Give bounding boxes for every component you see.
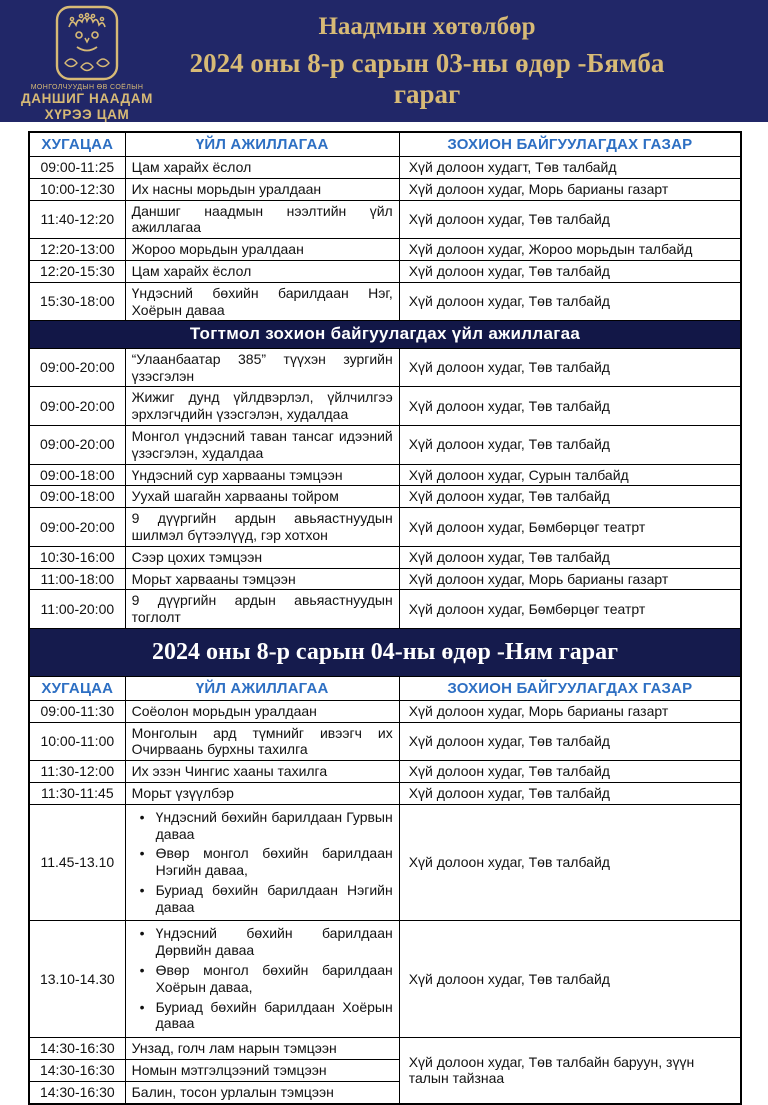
activity-bullet-list xyxy=(132,925,393,1032)
time-cell: 14:30-16:30 xyxy=(29,1038,125,1060)
activity-cell: 9 дүүргийн ардын авьяастнуудын шилмэл бүтээлүүд, гэр хотхон xyxy=(125,508,399,547)
table-row xyxy=(29,464,741,486)
location-cell: Хүй долоон худаг, Төв талбайд xyxy=(399,804,741,921)
location-cell: Хүй долоон худаг, Бөмбөрцөг театрт xyxy=(399,508,741,547)
page-header xyxy=(0,0,768,122)
activity-cell: Морьт үзүүлбэр xyxy=(125,782,399,804)
table-row xyxy=(29,282,741,321)
day2-section xyxy=(29,628,741,700)
time-cell: 09:00-18:00 xyxy=(29,464,125,486)
cham-mask-emblem-icon xyxy=(55,5,119,81)
day2-date-banner xyxy=(29,628,741,676)
schedule-table xyxy=(28,131,742,1105)
table-row xyxy=(29,804,741,921)
day2-date-banner-label: 2024 оны 8-р сарын 04-ны өдөр -Ням гараг xyxy=(29,628,741,676)
table-row xyxy=(29,178,741,200)
bullet-item: • Өвөр монгол бөхийн барилдаан Нэгийн даваа, xyxy=(132,845,393,879)
activity-cell: Унзад, голч лам нарын тэмцээн xyxy=(125,1038,399,1060)
time-cell: 11:40-12:20 xyxy=(29,200,125,239)
location-cell: Хүй долоон худаг, Жороо морьдын талбайд xyxy=(399,239,741,261)
location-cell: Хүй долоон худаг, Төв талбайд xyxy=(399,282,741,321)
page-title xyxy=(174,13,768,110)
program-title: Наадмын хөтөлбөр xyxy=(318,12,536,40)
column-header-location: ЗОХИОН БАЙГУУЛАГДАХ ГАЗАР xyxy=(399,676,741,700)
regular-section-banner xyxy=(29,321,741,348)
time-cell: 11:30-11:45 xyxy=(29,782,125,804)
time-cell: 14:30-16:30 xyxy=(29,1081,125,1103)
time-cell: 09:00-20:00 xyxy=(29,348,125,387)
table-row xyxy=(29,1038,741,1060)
location-cell: Хүй долоон худаг, Төв талбайн баруун, зүүн талын тайзнаа xyxy=(399,1038,741,1104)
location-cell: Хүй долоон худаг, Морь барианы газарт xyxy=(399,178,741,200)
regular-section xyxy=(29,321,741,348)
table-row xyxy=(29,200,741,239)
table-row xyxy=(29,348,741,387)
bullet-item: • Буриад бөхийн барилдаан Нэгийн даваа xyxy=(132,882,393,916)
time-cell: 13.10-14.30 xyxy=(29,921,125,1038)
table-row xyxy=(29,700,741,722)
bullet-item: • Үндэсний бөхийн барилдаан Гурвын даваа xyxy=(132,809,393,843)
schedule-content xyxy=(28,131,742,1105)
table-row xyxy=(29,508,741,547)
column-header-row xyxy=(29,132,741,157)
time-cell: 15:30-18:00 xyxy=(29,282,125,321)
location-cell: Хүй долоон худаг, Бөмбөрцөг театрт xyxy=(399,590,741,629)
location-cell: Хүй долоон худагт, Төв талбайд xyxy=(399,157,741,179)
activity-cell: Монголын ард түмнийг ивээгч их Очирваань бурхны тахилга xyxy=(125,722,399,761)
activity-cell xyxy=(125,921,399,1038)
activity-cell: Үндэсний сур харвааны тэмцээн xyxy=(125,464,399,486)
table-row xyxy=(29,239,741,261)
time-cell: 10:00-12:30 xyxy=(29,178,125,200)
activity-cell: Морьт харвааны тэмцээн xyxy=(125,568,399,590)
location-cell: Хүй долоон худаг, Сурын талбайд xyxy=(399,464,741,486)
table-row xyxy=(29,761,741,783)
table-row xyxy=(29,260,741,282)
activity-cell xyxy=(125,804,399,921)
time-cell: 11.45-13.10 xyxy=(29,804,125,921)
organization-name-line1: ДАНШИГ НААДАМ xyxy=(21,91,153,107)
activity-cell: “Улаанбаатар 385” түүхэн зургийн үзэсгэлэн xyxy=(125,348,399,387)
day1-date-title: 2024 оны 8-р сарын 03-ны өдөр -Бямба гараг xyxy=(189,47,665,109)
activity-cell: Уухай шагайн харвааны тойром xyxy=(125,486,399,508)
bullet-item: • Буриад бөхийн барилдаан Хоёрын даваа xyxy=(132,999,393,1033)
column-header-activity: ҮЙЛ АЖИЛЛАГАА xyxy=(125,132,399,157)
time-cell: 11:00-18:00 xyxy=(29,568,125,590)
time-cell: 09:00-11:25 xyxy=(29,157,125,179)
activity-cell: Их насны морьдын уралдаан xyxy=(125,178,399,200)
day1-morning-rows xyxy=(29,157,741,321)
day1-column-header xyxy=(29,132,741,157)
time-cell: 10:30-16:00 xyxy=(29,546,125,568)
activity-cell: Жижиг дунд үйлдвэрлэл, үйлчилгээ эрхлэгчдийн үзэсгэлэн, худалдаа xyxy=(125,387,399,426)
activity-cell: Монгол үндэсний таван тансаг идээний үзэсгэлэн, худалдаа xyxy=(125,425,399,464)
table-row xyxy=(29,782,741,804)
regular-section-banner-label: Тогтмол зохион байгуулагдах үйл ажиллагаа xyxy=(29,321,741,348)
location-cell: Хүй долоон худаг, Төв талбайд xyxy=(399,722,741,761)
day2-rows xyxy=(29,700,741,1103)
table-row xyxy=(29,486,741,508)
activity-cell: 9 дүүргийн ардын авьяастнуудын тоглолт xyxy=(125,590,399,629)
time-cell: 12:20-15:30 xyxy=(29,260,125,282)
location-cell: Хүй долоон худаг, Морь барианы газарт xyxy=(399,568,741,590)
column-header-time: ХУГАЦАА xyxy=(29,676,125,700)
table-row xyxy=(29,387,741,426)
activity-cell: Соёолон морьдын уралдаан xyxy=(125,700,399,722)
time-cell: 14:30-16:30 xyxy=(29,1060,125,1082)
location-cell: Хүй долоон худаг, Төв талбайд xyxy=(399,486,741,508)
activity-cell: Сээр цохих тэмцээн xyxy=(125,546,399,568)
column-header-location: ЗОХИОН БАЙГУУЛАГДАХ ГАЗАР xyxy=(399,132,741,157)
activity-bullet-list xyxy=(132,809,393,916)
activity-cell: Даншиг наадмын нээлтийн үйл ажиллагаа xyxy=(125,200,399,239)
time-cell: 11:00-20:00 xyxy=(29,590,125,629)
bullet-item: • Үндэсний бөхийн барилдаан Дөрвийн даваа xyxy=(132,925,393,959)
activity-cell: Жороо морьдын уралдаан xyxy=(125,239,399,261)
column-header-time: ХУГАЦАА xyxy=(29,132,125,157)
activity-cell: Их эзэн Чингис хааны тахилга xyxy=(125,761,399,783)
location-cell: Хүй долоон худаг, Төв талбайд xyxy=(399,761,741,783)
time-cell: 10:00-11:00 xyxy=(29,722,125,761)
activity-cell: Балин, тосон урлалын тэмцээн xyxy=(125,1081,399,1103)
location-cell: Хүй долоон худаг, Төв талбайд xyxy=(399,546,741,568)
activity-cell: Цам харайх ёслол xyxy=(125,157,399,179)
organization-logo xyxy=(0,0,174,123)
activity-cell: Номын мэтгэлцээний тэмцээн xyxy=(125,1060,399,1082)
table-row xyxy=(29,157,741,179)
location-cell: Хүй долоон худаг, Төв талбайд xyxy=(399,200,741,239)
time-cell: 11:30-12:00 xyxy=(29,761,125,783)
time-cell: 09:00-20:00 xyxy=(29,387,125,426)
time-cell: 09:00-11:30 xyxy=(29,700,125,722)
table-row xyxy=(29,546,741,568)
column-header-activity: ҮЙЛ АЖИЛЛАГАА xyxy=(125,676,399,700)
location-cell: Хүй долоон худаг, Төв талбайд xyxy=(399,782,741,804)
table-row xyxy=(29,425,741,464)
time-cell: 09:00-20:00 xyxy=(29,508,125,547)
table-row xyxy=(29,568,741,590)
location-cell: Хүй долоон худаг, Төв талбайд xyxy=(399,260,741,282)
table-row xyxy=(29,921,741,1038)
location-cell: Хүй долоон худаг, Төв талбайд xyxy=(399,921,741,1038)
column-header-row xyxy=(29,676,741,700)
location-cell: Хүй долоон худаг, Морь барианы газарт xyxy=(399,700,741,722)
location-cell: Хүй долоон худаг, Төв талбайд xyxy=(399,387,741,426)
bullet-item: • Өвөр монгол бөхийн барилдаан Хоёрын даваа, xyxy=(132,962,393,996)
activity-cell: Үндэсний бөхийн барилдаан Нэг, Хоёрын даваа xyxy=(125,282,399,321)
table-row xyxy=(29,590,741,629)
organization-name-line2: ХҮРЭЭ ЦАМ xyxy=(44,107,130,122)
activity-cell: Цам харайх ёслол xyxy=(125,260,399,282)
time-cell: 12:20-13:00 xyxy=(29,239,125,261)
table-row xyxy=(29,722,741,761)
organization-subtitle: МОНГОЛЧУУДЫН ӨВ СОЁЛЫН xyxy=(30,84,144,92)
day1-regular-rows xyxy=(29,348,741,628)
location-cell: Хүй долоон худаг, Төв талбайд xyxy=(399,425,741,464)
time-cell: 09:00-18:00 xyxy=(29,486,125,508)
location-cell: Хүй долоон худаг, Төв талбайд xyxy=(399,348,741,387)
time-cell: 09:00-20:00 xyxy=(29,425,125,464)
